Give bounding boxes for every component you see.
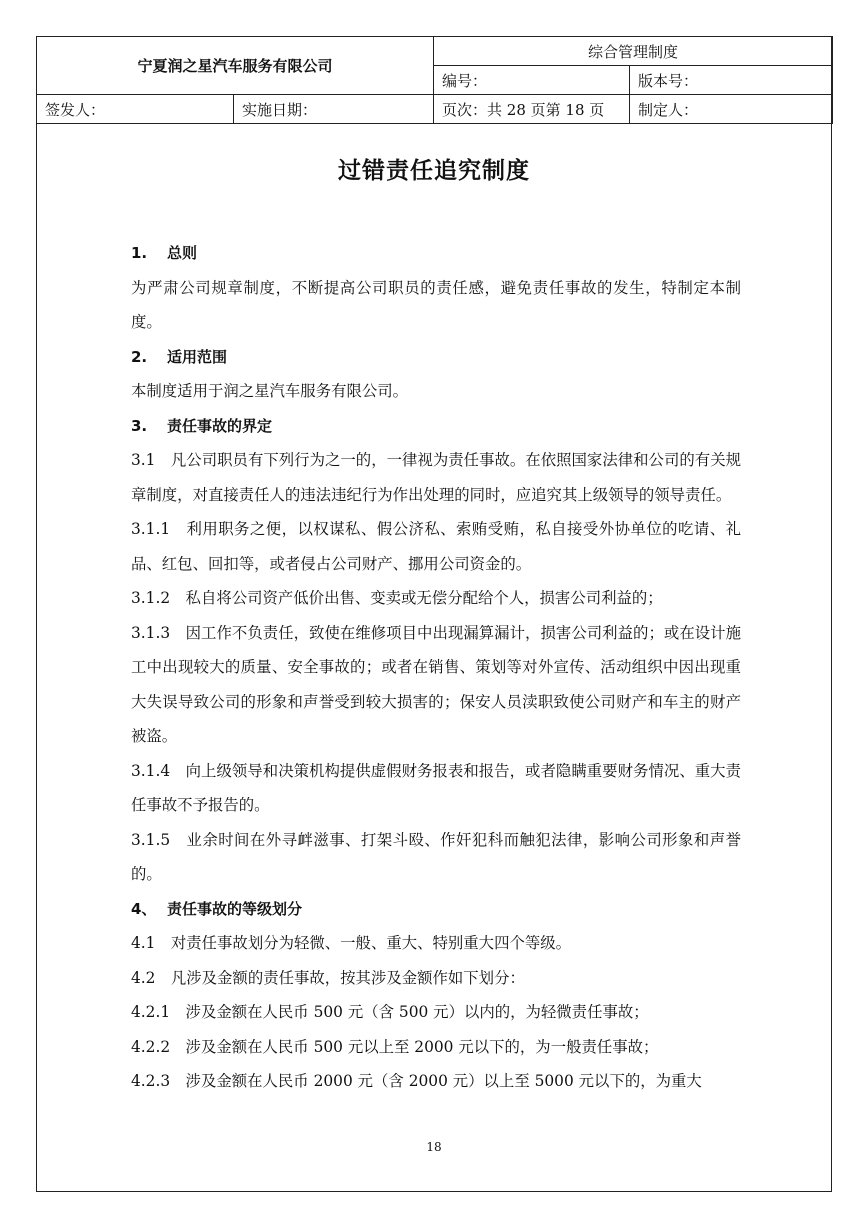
page-number: 18 <box>426 1140 442 1154</box>
body-paragraph: 4.1 对责任事故划分为轻微、一般、重大、特别重大四个等级。 <box>131 934 572 952</box>
section-number: 4、 <box>131 899 157 918</box>
issuer-label: 签发人： <box>37 95 234 124</box>
section-number: 3. <box>131 416 148 435</box>
page-count-label: 页次：共 28 页第 18 页 <box>434 95 630 124</box>
section-heading-text: 责任事故的界定 <box>167 416 273 435</box>
document-header-table <box>36 36 833 124</box>
section-heading <box>131 236 741 271</box>
body-paragraph: 4.2.3 涉及金额在人民币 2000 元（含 2000 元）以上至 5000 元以下的，为重大 <box>131 1072 702 1090</box>
company-name: 宁夏润之星汽车服务有限公司 <box>37 37 434 95</box>
body-paragraph: 3.1.5 业余时间在外寻衅滋事、打架斗殴、作奸犯科而触犯法律，影响公司形象和声誉的。 <box>131 830 741 883</box>
section-heading-text: 总则 <box>167 244 198 262</box>
section-heading <box>131 892 741 927</box>
body-paragraph: 3.1.1 利用职务之便，以权谋私、假公济私、索贿受贿，私自接受外协单位的吃请、礼品、红包、回扣等，或者侵占公司财产、挪用公司资金的。 <box>131 520 741 573</box>
body-paragraph: 4.2 凡涉及金额的责任事故，按其涉及金额作如下划分： <box>131 968 525 987</box>
body-paragraph: 3.1 凡公司职员有下列行为之一的，一律视为责任事故。在依照国家法律和公司的有关规章制度，对直接责任人的违法违纪行为作出处理的同时，应追究其上级领导的领导责任。 <box>131 451 741 504</box>
implementation-date-label: 实施日期： <box>234 95 434 124</box>
body-paragraph: 3.1.4 向上级领导和决策机构提供虚假财务报表和报告，或者隐瞒重要财务情况、重大责任事故不予报告的。 <box>131 761 741 814</box>
system-name: 综合管理制度 <box>434 37 833 66</box>
author-label: 制定人： <box>630 95 833 124</box>
section-heading-text: 适用范围 <box>167 347 228 366</box>
body-paragraph: 本制度适用于润之星汽车服务有限公司。 <box>131 382 409 400</box>
version-label: 版本号： <box>630 66 833 95</box>
document-code-label: 编号： <box>434 66 630 95</box>
section-heading-text: 责任事故的等级划分 <box>167 899 303 918</box>
body-paragraph: 为严肃公司规章制度，不断提高公司职员的责任感，避免责任事故的发生，特制定本制度。 <box>131 278 741 331</box>
section-heading <box>131 340 741 375</box>
body-paragraph: 3.1.3 因工作不负责任，致使在维修项目中出现漏算漏计，损害公司利益的；或在设计施工中出现较大的质量、安全事故的；或者在销售、策划等对外宣传、活动组织中因出现重大失误导致公司的形象和声誉受到较大损害的；保安人员渎职致使公司财产和车主的财产被盗。 <box>131 623 741 745</box>
body-paragraph: 4.2.1 涉及金额在人民币 500 元（含 500 元）以内的，为轻微责任事故； <box>131 1003 649 1021</box>
section-heading <box>131 409 741 444</box>
section-number: 2. <box>131 347 148 366</box>
body-paragraph: 3.1.2 私自将公司资产低价出售、变卖或无偿分配给个人，损害公司利益的； <box>131 589 663 607</box>
section-number: 1. <box>131 244 148 262</box>
body-paragraph: 4.2.2 涉及金额在人民币 500 元以上至 2000 元以下的，为一般责任事故； <box>131 1037 659 1056</box>
document-body <box>131 236 741 1099</box>
document-title: 过错责任追究制度 <box>338 158 530 184</box>
